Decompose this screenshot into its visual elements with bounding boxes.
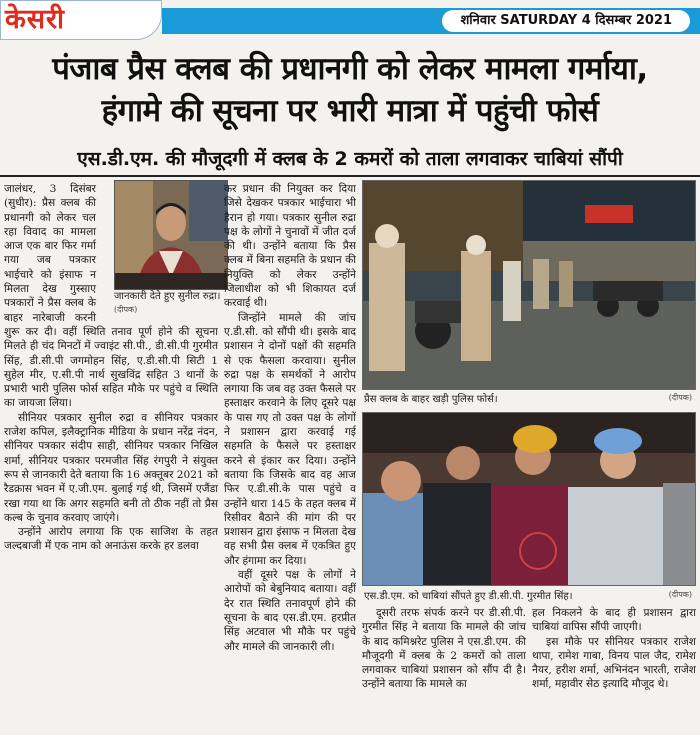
paragraph: जालंधर, 3 दिसंबर (सुधीर): प्रैस क्लब की प्रधानगी को लेकर चल रहा विवाद का मामला आज एक बार फिर गर्मा गया जब पत्रकार भाईचारे को इंसाफ न मिलता देख गुस्साए पत्रकारों ने प्रैस क्लब के बाहर नारेबाजी करनी शुरू कर दी। वहीं स्थिति तनाव पूर्ण होने की सूचना मिलते ही चंद मिनटों में ज्वाइंट सी.पी., डी.सी.पी गुरमीत सिंह, डी.सी.पी जगमोहन सिंह, ए.डी.सी.पी सिटी 1 सुहेल मीर, ए.सी.पी नार्थ सुखविंद्र सहित 3 थानों के प्रभारी भारी पुलिस फोर्स सहित मौके पर पहुंचे व स्थिति का जायजा लिया। <box>4 183 218 410</box>
photo1-caption-row <box>364 391 694 405</box>
paragraph: हल निकलने के बाद ही प्रशासन द्वारा चाबियां वापिस सौंपी जाएगी। <box>532 607 696 634</box>
article-column-2 <box>224 182 356 734</box>
photo1-credit: (दीपक) <box>668 393 692 402</box>
police-scene-illustration <box>363 181 695 389</box>
photo1-caption: प्रैस क्लब के बाहर खड़ी पुलिस फोर्स। <box>364 394 498 405</box>
subheadline: एस.डी.एम. की मौजूदगी में क्लब के 2 कमरों को ताला लगवाकर चाबियां सौंपी <box>77 148 623 170</box>
photo-police-outside-club <box>362 180 696 390</box>
headline-line-1: पंजाब प्रैस क्लब की प्रधानगी को लेकर मामला गर्माया, <box>52 51 648 87</box>
paragraph: वहीं दूसरे पक्ष के लोगों ने आरोपों को बेबुनियाद बताया। वहीं देर रात स्थिति तनावपूर्ण होने की सूचना के बाद एस.डी.एम. हरप्रीत सिंह अटवाल भी मौके पर पहुंचे और मामले की जानकारी ली। <box>224 569 356 653</box>
inset-credit: (दीपक) <box>114 305 138 314</box>
photo2-caption-row <box>364 588 694 602</box>
handover-scene-illustration <box>363 413 695 585</box>
article-column-3 <box>362 606 526 734</box>
photo-keys-handover <box>362 412 696 586</box>
inset-caption <box>114 290 226 316</box>
edition-date: शनिवार SATURDAY 4 दिसम्बर 2021 <box>442 10 690 32</box>
headline-rule <box>0 175 700 177</box>
headline-line-2: हंगामे की सूचना पर भारी मात्रा में पहुंची फोर्स <box>101 93 599 129</box>
article-column-4 <box>532 606 696 734</box>
paragraph: कर प्रधान की नियुक्त कर दिया जिसे देखकर पत्रकार भाईचारा भी हैरान हो गया। पत्रकार सुनील रुद्रा पक्ष के लोगों ने चुनावों में जीत दर्ज की थी। उन्होंने बताया कि प्रैस क्लब में बिना सहमति के प्रधान की नियुक्ति को लेकर उन्होंने जिलाधीश को भी शिकायत दर्ज करवाई थी। <box>224 183 356 310</box>
inset-portrait-photo <box>114 180 228 290</box>
inset-caption-text: जानकारी देते हुए सुनील रुद्रा। <box>114 291 221 302</box>
paragraph: इस मौके पर सीनियर पत्रकार राजेश थापा, रामेश गाबा, विनय पाल जैद, रामेश नैयर, हरीश शर्मा, अभिनंदन भारती, राजेश शर्मा, महावीर सेठ इत्यादि मौजूद थे। <box>532 635 696 691</box>
paragraph: उन्होंने आरोप लगाया कि एक साजिश के तहत जल्दबाजी में एक नाम को अनाऊंस करके हर डलवा <box>4 526 218 553</box>
photo2-credit: (दीपक) <box>668 590 692 599</box>
photo2-caption: एस.डी.एम. को चाबियां सौंपते हुए डी.सी.पी. गुरमीत सिंह। <box>364 591 573 602</box>
paragraph: दूसरी तरफ संपर्क करने पर डी.सी.पी. गुरमीत सिंह ने बताया कि मामले की जांच के बाद कमिश्नरेट पुलिस ने एस.डी.एम. की मौजूदगी में क्लब के 2 कमरों को ताला लगवाकर चाबियां प्रशासन को सौंप दी है। उन्होंने बताया कि मामले का <box>362 607 526 691</box>
portrait-illustration <box>115 181 227 289</box>
date-bar <box>162 8 700 34</box>
masthead-brand: केसरी <box>5 4 66 35</box>
paragraph: जिन्होंने मामले की जांच ए.डी.सी. को सौंपी थी। इसके बाद प्रशासन ने दोनों पक्षों की सहमति से एक फैसला करवाया। सुनील रुद्रा पक्ष के समर्थकों ने आरोप लगाया कि जब वह उक्त फैसले पर हस्ताक्षर करवाने के लिए दूसरे पक्ष के पास गए तो उक्त पक्ष के लोगों ने प्रशासन द्वारा करवाई गई सहमति के फैसले पर हस्ताक्षर करने से इंकार कर दिया। उन्होंने बताया कि जिसके बाद वह आज फिर ए.डी.सी.के पास पहुंचे व उन्होंने धारा 145 के तहत क्लब में रिसीवर बैठाने की मांग की पर प्रशासन द्वारा इंसाफ न मिलता देख वह सभी प्रैस क्लब में एकत्रित हुए और हंगामा कर दिया। <box>224 311 356 567</box>
masthead-logo-box <box>0 0 162 40</box>
paragraph: सीनियर पत्रकार सुनील रुद्रा व सीनियर पत्रकार राजेश कपिल, इलैक्ट्रानिक मीडिया के प्रधान नरेंद्र नंदन, सीनियर पत्रकार संदीप साही, सीनियर पत्रकार निखिल शर्मा, सीनियर पत्रकार परमजीत सिंह रंगपुरी ने संयुक्त रूप से जानकारी देते बताया कि 16 अक्तूबर 2021 को रैडक्रास भवन में ए.जी.एम. बुलाई गई थी, जिसमें एजैंडा रखा गया था कि अगर सहमति बनी तो ठीक नहीं तो प्रैस कल्ब के चुनाव करवाए जाएंगे। <box>4 411 218 524</box>
